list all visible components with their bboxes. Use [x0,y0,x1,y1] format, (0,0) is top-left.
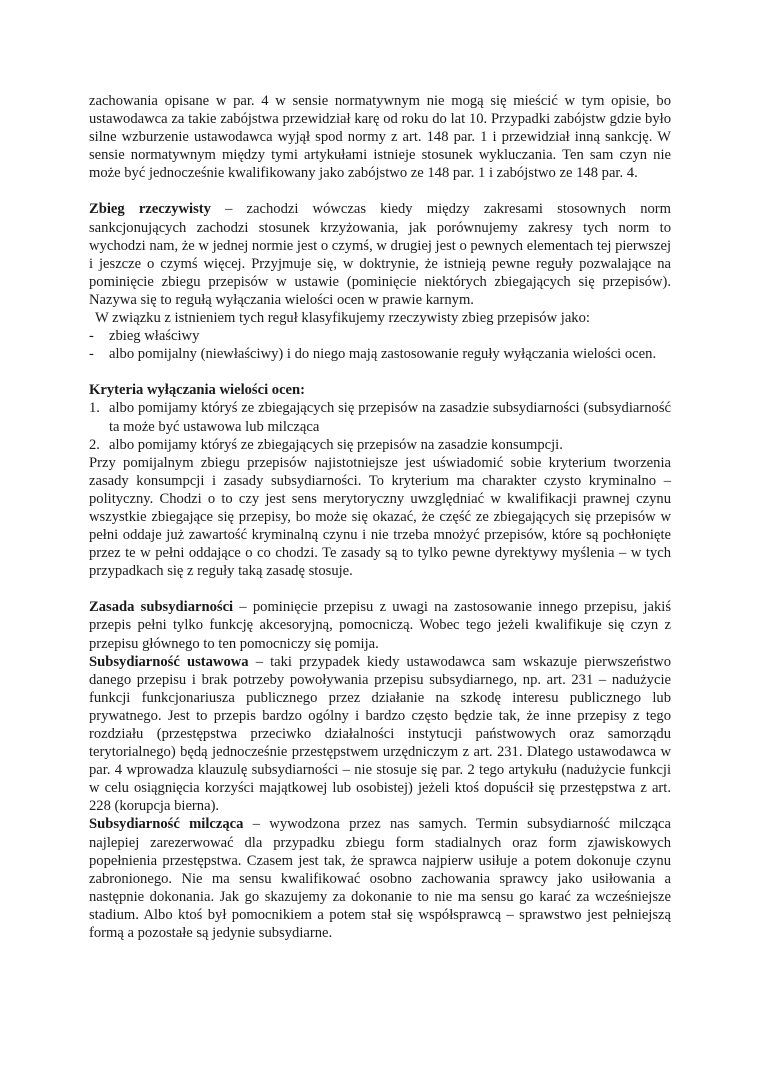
list-item [89,345,671,363]
list-marker: 2. [89,436,100,453]
list-item-text: albo pomijamy któryś ze zbiegających się przepisów na zasadzie konsumpcji. [109,436,563,453]
term-subsydiarnosc-ustawowa: Subsydiarność ustawowa [89,653,249,670]
paragraph-subsydiarnosc-ustawowa [89,653,671,816]
term-subsydiarnosc-milczaca: Subsydiarność milcząca [89,816,244,833]
paragraph-subsydiarnosc-milczaca [89,815,671,942]
list-marker: - [89,346,94,363]
document-page [89,92,671,942]
kryteria-list [89,399,671,453]
term-zbieg-rzeczywisty: Zbieg rzeczywisty [89,201,211,218]
list-marker: - [89,328,94,345]
spacer [89,182,671,200]
paragraph-kryterium: Przy pomijalnym zbiegu przepisów najistotniejsze jest uświadomić sobie kryterium tworzenia zasady konsumpcji i zasady subsydiarności. To kryterium ma charakter czysto kryminalno – polityczny. Chodzi o to czy jest sens merytoryczny uwzględniać w kwalifikacji prawnej czynu wszystkie zbiegające się przepisy, bo może się okazać, że część ze zbiegających się przepisów w pełni oddaje już zawartość kryminalną czynu i nie trzeba mnożyć przepisów, które są pochłonięte przez te w pełni oddające o co chodzi. Te zasady są to tylko pewne dyrektywy myślenia – w tych przypadkach się z reguły taką zasadę stosuje. [89,454,671,580]
heading-kryteria [89,381,671,399]
list-item-text: albo pomijamy któryś ze zbiegających się przepisów na zasadzie subsydiarności (subsydiarność ta może być ustawowa lub milcząca [109,400,671,435]
zbieg-definition: – zachodzi wówczas kiedy między zakresami stosownych norm sankcjonujących zachodzi stosunek krzyżowania, jak porównujemy zakresy tych norm to wychodzi nam, że w jednej normie jest o czymś, w drugiej jest o pewnych elementach tej pierwszej i jeszcze o czymś więcej. Przyjmuje się, w doktrynie, że istnieją pewne reguły pozwalające na pominięcie zbiegu przepisów w ustawie (pominięcie niektórych zbiegających się przepisów). Nazywa się to regułą wyłączania wielości ocen w prawie karnym. [89,201,671,308]
spacer [89,363,671,381]
paragraph-zasada-subsydiarnosci [89,598,671,652]
list-item [89,399,671,435]
list-marker: 1. [89,400,100,417]
list-item-text: albo pomijalny (niewłaściwy) i do niego mają zastosowanie reguły wyłączania wielości ocen. [109,346,657,363]
paragraph-wykluczanie: zachowania opisane w par. 4 w sensie normatywnym nie mogą się mieścić w tym opisie, bo ustawodawca za takie zabójstwa przewidział karę od roku do lat 10. Przypadki zabójstw gdzie było silne wzburzenie ustawodawca wyjął spod normy z art. 148 par. 1 i przewidział inną sankcję. W sensie normatywnym między tymi artykułami istnieje stosunek wykluczania. Ten sam czyn nie może być jednocześnie kwalifikowany jako zabójstwo ze 148 par. 1 i zabójstwo ze 148 par. 4. [89,93,671,182]
zasada-definition: – pominięcie przepisu z uwagi na zastosowanie innego przepisu, jakiś przepis pełni tylko funkcję akcesoryjną, pomocniczą. Wobec tego jeżeli kwalifikuje się czyn z przepisu głównego to ten pomocniczy się pomija. [89,599,672,652]
zbieg-list [89,327,671,363]
list-item [89,327,671,345]
list-item-text: zbieg właściwy [109,328,200,345]
zbieg-intro: W związku z istnieniem tych reguł klasyfikujemy rzeczywisty zbieg przepisów jako: [95,310,590,327]
spacer [89,580,671,598]
term-zasada-subsydiarnosci: Zasada subsydiarności [89,599,234,616]
kryteria-heading-text: Kryteria wyłączania wielości ocen: [89,382,306,399]
list-item [89,436,671,454]
milczaca-definition: – wywodzona przez nas samych. Termin subsydiarność milcząca najlepiej zarezerwować dla przypadku zbiegu form stadialnych oraz form zjawiskowych popełnienia przestępstwa. Czasem jest tak, że sprawca najpierw usiłuje a potem dokonuje czynu zabronionego. Nie ma sensu kwalifikować osobno zachowania sprawcy jako usiłowania a następnie dokonania. Jak go skazujemy za dokonanie to nie ma sensu go karać za wcześniejsze stadium. Albo ktoś był pomocnikiem a potem stał się współsprawcą – sprawstwo jest pełniejszą formą a pozostałe są jedynie subsydiarne. [89,816,671,942]
ustawowa-definition: – taki przypadek kiedy ustawodawca sam wskazuje pierwszeństwo danego przepisu i brak potrzeby powoływania przepisu subsydiarnego, np. art. 231 – nadużycie funkcji funkcjonariusza publicznego przez działanie na szkodę interesu publicznego lub prywatnego. Jest to przepis bardzo ogólny i bardzo często będzie tak, że inne przepisy z tego rozdziału (przestępstwa przeciwko działalności instytucji państwowych oraz samorządu terytorialnego) będą jednocześnie przestępstwem urzędniczym z art. 231. Dlatego ustawodawca w par. 4 wprowadza klauzulę subsydiarności – nie stosuje się par. 2 tego artykułu (nadużycie funkcji w celu osiągnięcia korzyści majątkowej lub osobistej) jeżeli ktoś dopuścił się przestępstwa z art. 228 (korupcja bierna). [89,653,671,815]
paragraph-zbieg-rzeczywisty [89,200,671,309]
